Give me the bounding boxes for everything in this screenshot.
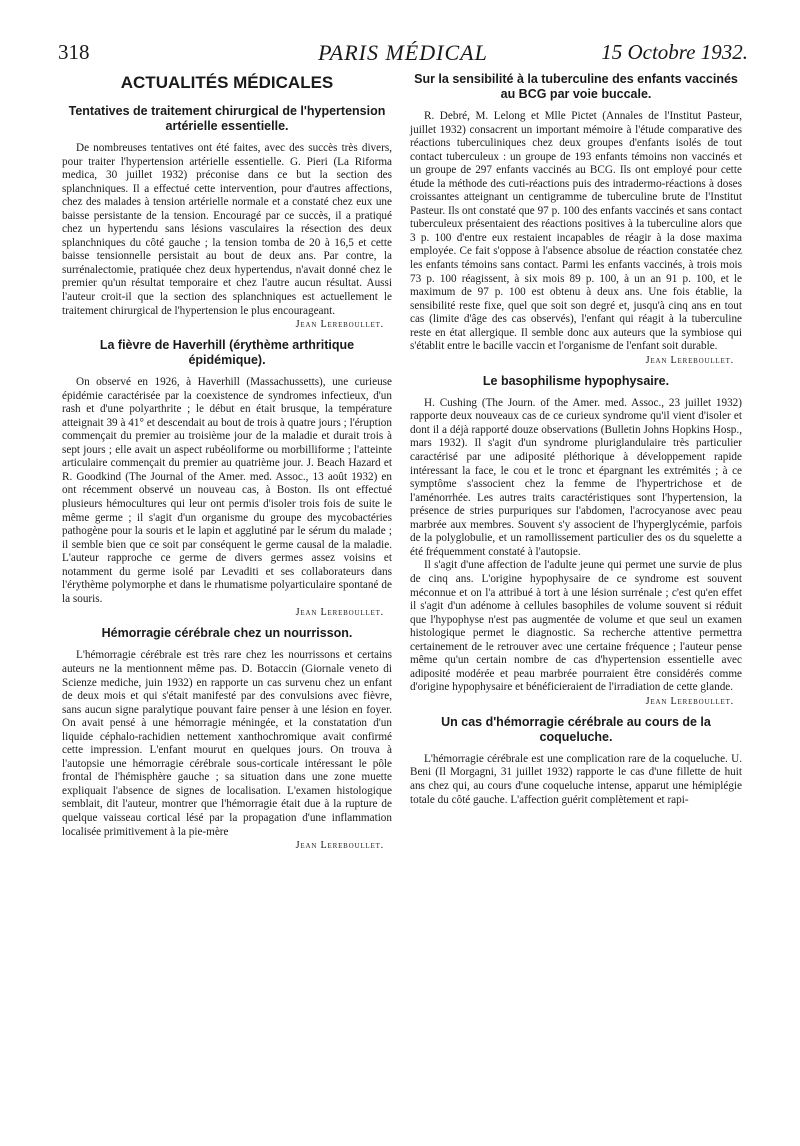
article-signature: Jean Lereboullet. [295,607,384,619]
article-signature: Jean Lereboullet. [645,695,734,707]
journal-title: PARIS MÉDICAL [318,40,488,65]
article-signature: Jean Lereboullet. [295,840,384,852]
article-body: Il s'agit d'une affection de l'adulte jeune qui permet une survie de plus de cinq ans. L'origine hypophysaire de ce syndrome est souvent méconnue et on l'a attribué à tort à une lésion surrénale ; c'est qu'en effet il s'agit d'un adénome à cellules basophiles de volume souvent si réduit que l'hypophyse n'est pas augmentée de volume et que seul un examen histologique permet le diagnostic. Sa recherche attentive permettra certainement de le retrouver avec une certaine fréquence ; l'auteur pense même qu'un certain nombre de cas d'hypertension essentielle avec adiposité modérée et peau marbrée pourraient être considérés comme d'origine hypophysaire et bénéficieraient de l'irradiation de cette glande. [410,559,742,694]
article-title: La fièvre de Haverhill (érythème arthritique épidémique). [99,338,355,368]
article-title: Hémorragie cérébrale chez un nourrisson. [101,626,353,641]
article-title: Tentatives de traitement chirurgical de l'hypertension artérielle essentielle. [68,104,386,133]
article-body: H. Cushing (The Journ. of the Amer. med. Assoc., 23 juillet 1932) rapporte deux nouveaux cas de ce curieux syndrome qu'il vient d'isoler et dont il a déjà rapporté douze observations (Bulletin Johns Hopkins Hosp., mars 1932). Il s'agit d'un syndrome pluriglandulaire très particulier caractérisé par une adiposité pléthorique à développement rapide intéressant la face, le cou et le tronc et épargnant les extrémités ; à ce symptôme s'associent chez la femme de l'hypertrichose et de l'aménorrhée. Les autres traits caractéristiques sont l'hypertension, la présence de stries purpuriques sur l'abdomen, l'acrocyanose avec peau marbrée aux membres. Souvent s'y associent de l'hyperglycémie, parfois de la polyglobulie, et un ramollissement particulier des os du squelette a été fréquemment constaté à l'autopsie. [410,396,742,558]
article-body: On observé en 1926, à Haverhill (Massachussetts), une curieuse épidémie caractérisée par la coexistence de syndromes infectieux, d'un rash et d'une polyarthrite ; le début en était brusque, la température atteignait 39 à 41° et descendait au bout de trois à quatre jours ; l'éruption commençait du premier au troisième jour de la maladie et durait trois à sept jours ; elle avait un aspect rubéoliforme ou morbilliforme ; l'atteinte articulaire commençait du premier au quatrième jour. J. Beach Hazard et R. Goodkind (The Journal of the Amer. med. Assoc., 13 août 1932) en ont récemment observé un nouveau cas, à Boston. Ils ont effectué plusieurs hémocultures qui leur ont permis d'isoler trois fois de suite le même germe ; il s'agit d'un organisme du groupe des mycobactéries pathogène pour la souris et le lapin et agglutiné par le sérum du malade ; il semble bien que ce soit par conséquent le germe causal de la maladie. L'auteur rapproche ce germe de divers germes assez voisins et notamment du germe isolé par Levaditi et ses collaborateurs dans l'érythème polymorphe et dans le rhumatisme polyarticulaire spontané de la souris. [62,376,392,605]
rubric-heading: ACTUALITÉS MÉDICALES [120,73,334,92]
page-header [58,36,748,70]
article-signature: Jean Lereboullet. [295,319,384,331]
right-column [410,72,742,807]
issue-date: 15 Octobre 1932. [601,40,748,64]
left-column [62,72,392,859]
article-body: R. Debré, M. Lelong et Mlle Pictet (Annales de l'Institut Pasteur, juillet 1932) consacrent un important mémoire à l'étude comparative des réactions tuberculiniques chez deux groupes d'enfants isolés de tout contact tuberculeux : un groupe de 193 enfants témoins non vaccinés et un groupe de 297 enfants vaccinés au BCG. Ils ont employé pour cette étude la méthode des cuti-réactions puis des intradermo-réactions à doses croissantes atteignant un centigramme de tuberculine brute de l'Institut Pasteur. Ils ont constaté que 97 p. 100 des enfants vaccinés et sans contact tuberculeux présentaient des réactions positives à la tuberculine alors que 3 p. 100 d'entre eux restaient incapables de réagir à la dose maxima employée. Ce fait s'oppose à l'absence absolue de réaction constatée chez les enfants témoins sans contact. Parmi les enfants vaccinés, à trois mois 73 p. 100 réagissent, à six mois 89 p. 100, à un an 91 p. 100, et le maximum de 97 p. 100 est obtenu à deux ans. Une fois établie, la sensibilité reste fixe, quel que soit son degré et, jusqu'à cinq ans en tout cas (limite d'âge des cas observés), l'enfant qui réagit à la tuberculine reste en état allergique. Il semble donc aux auteurs que la symbiose qui s'établit entre le bacille vaccin et l'organisme de l'enfant soit durable. [410,110,742,353]
article-body: L'hémorragie cérébrale est une complication rare de la coqueluche. U. Beni (Il Morgagni, 31 juillet 1932) rapporte le cas d'une fillette de huit ans chez qui, au cours d'une coqueluche intense, apparut une hémiplégie totale du côté gauche. L'affection guérit complètement et rapi- [410,752,742,806]
article-body: De nombreuses tentatives ont été faites, avec des succès très divers, pour traiter l'hypertension artérielle essentielle. G. Pieri (La Riforma medica, 30 juillet 1932) préconise dans ce but la section des splanchniques. Il a effectué cette intervention, pour d'autres affections, chez des malades à tension artérielle normale et a constaté chez eux une baisse persistante de la tension. Encouragé par ce succès, il a pratiqué chez un hypertendu sans lésions vasculaires la résection des deux splanchniques du côté gauche ; la tension tomba de 20 à 16,5 et cette baisse tensionnelle persistait au bout de deux ans. Par contre, la surrénalectomie, pratiquée chez deux hypertendus, n'avait donné chez le premier qu'un résultat temporaire et chez l'autre aucun résultat. Aussi l'auteur croit-il que la section des splanchniques est actuellement le traitement chirurgical de l'hypertension le plus encourageant. [62,142,392,317]
article-signature: Jean Lereboullet. [645,354,734,366]
article-title: Sur la sensibilité à la tuberculine des enfants vaccinés au BCG par voie buccale. [414,72,738,101]
article-body: L'hémorragie cérébrale est très rare chez les nourrissons et certains auteurs ne la mentionnent même pas. D. Botaccin (Giornale veneto di Scienze mediche, juin 1932) en rapporte un cas survenu chez un enfant de deux mois et qui s'était manifesté par des convulsions avec fièvre, sans aucun signe paralytique pouvant faire penser à une lésion en foyer. On avait pensé à une hémorragie méningée, et la constatation d'un liquide céphalo-rachidien nettement xanthochromique avait confirmé cette impression. L'enfant mourut en quelques jours. On trouva à l'autopsie une hémorragie cérébrale sous-corticale intéressant le pôle frontal de l'hémisphère gauche ; sa situation dans une zone muette expliquait l'absence de signes de localisation. L'examen histologique semblait, dit l'auteur, montrer que l'hémorragie était due à la rupture de quelque vaisseau cortical lésé par la propagation d'une inflammation localisée primitivement à la pie-mère [62,649,392,838]
page-number: 318 [58,40,90,64]
article-title: Le basophilisme hypophysaire. [482,373,670,388]
article-title: Un cas d'hémorragie cérébrale au cours de la coqueluche. [441,714,711,744]
